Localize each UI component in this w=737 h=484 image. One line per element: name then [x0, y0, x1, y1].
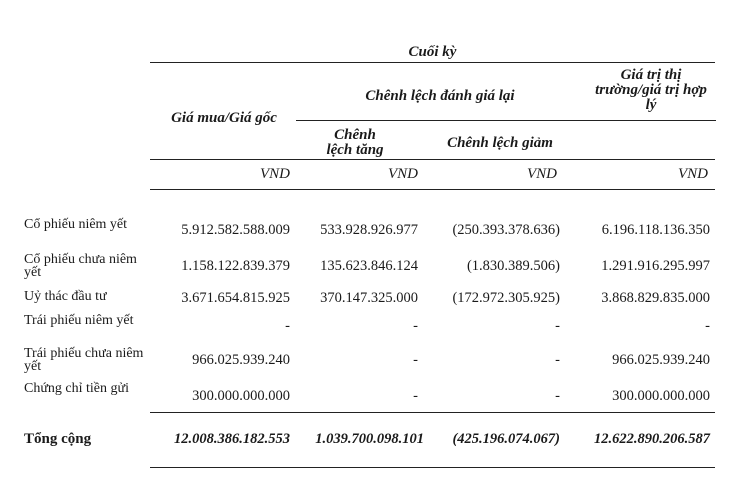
- col-decrease-heading: Chênh lệch giảm: [447, 135, 553, 151]
- total-fair: 12.622.890.206.587: [594, 431, 710, 447]
- cell-fair: -: [705, 318, 710, 334]
- unit-underline: [150, 189, 715, 190]
- unit-decrease: VND: [527, 166, 557, 182]
- row-label: Trái phiếu niêm yết: [24, 313, 134, 328]
- cell-cost: -: [285, 318, 290, 334]
- cell-increase: -: [413, 388, 418, 404]
- period-heading: Cuối kỳ: [408, 44, 457, 60]
- cell-increase: -: [413, 318, 418, 334]
- unit-cost: VND: [260, 166, 290, 182]
- unit-fair: VND: [678, 166, 708, 182]
- total-bottom-rule: [150, 467, 715, 468]
- total-increase: 1.039.700.098.101: [315, 431, 424, 447]
- cell-decrease: (1.830.389.506): [466, 258, 560, 274]
- reval-underline: [296, 120, 716, 121]
- header-bottom-rule: [150, 159, 715, 160]
- cell-cost: 3.671.654.815.925: [181, 290, 290, 306]
- cell-increase: 135.623.846.124: [320, 258, 418, 274]
- unit-increase: VND: [388, 166, 418, 182]
- total-cost: 12.008.386.182.553: [174, 431, 290, 447]
- col-cost-heading: Giá mua/Giá gốc: [171, 110, 277, 126]
- col-reval-heading: Chênh lệch đánh giá lại: [365, 88, 515, 104]
- cell-decrease: (250.393.378.636): [452, 222, 560, 238]
- cell-decrease: -: [555, 352, 560, 368]
- total-label: Tổng cộng: [24, 431, 92, 447]
- total-decrease: (425.196.074.067): [452, 431, 560, 447]
- cell-fair: 300.000.000.000: [612, 388, 710, 404]
- cell-fair: 6.196.118.136.350: [601, 222, 710, 238]
- cell-decrease: -: [555, 388, 560, 404]
- row-label: Cổ phiếu chưa niêm yết: [24, 252, 137, 280]
- row-label: Chứng chỉ tiền gửi: [24, 381, 129, 396]
- row-label: Trái phiếu chưa niêm yết: [24, 346, 144, 374]
- col-increase-heading: Chênh lệch tăng: [326, 127, 384, 158]
- cell-decrease: (172.972.305.925): [452, 290, 560, 306]
- cell-decrease: -: [555, 318, 560, 334]
- cell-increase: 370.147.325.000: [320, 290, 418, 306]
- cell-increase: 533.928.926.977: [320, 222, 418, 238]
- period-underline: [150, 62, 715, 63]
- cell-cost: 300.000.000.000: [192, 388, 290, 404]
- row-label: Cổ phiếu niêm yết: [24, 217, 128, 232]
- total-top-rule: [150, 412, 715, 413]
- cell-fair: 966.025.939.240: [612, 352, 710, 368]
- cell-fair: 1.291.916.295.997: [601, 258, 710, 274]
- row-label: Uỷ thác đầu tư: [24, 289, 107, 304]
- cell-increase: -: [413, 352, 418, 368]
- cell-cost: 966.025.939.240: [192, 352, 290, 368]
- cell-fair: 3.868.829.835.000: [601, 290, 710, 306]
- cell-cost: 5.912.582.588.009: [181, 222, 290, 238]
- col-fair-heading: Giá trị thị trường/giá trị hợp lý: [595, 67, 707, 113]
- cell-cost: 1.158.122.839.379: [181, 258, 290, 274]
